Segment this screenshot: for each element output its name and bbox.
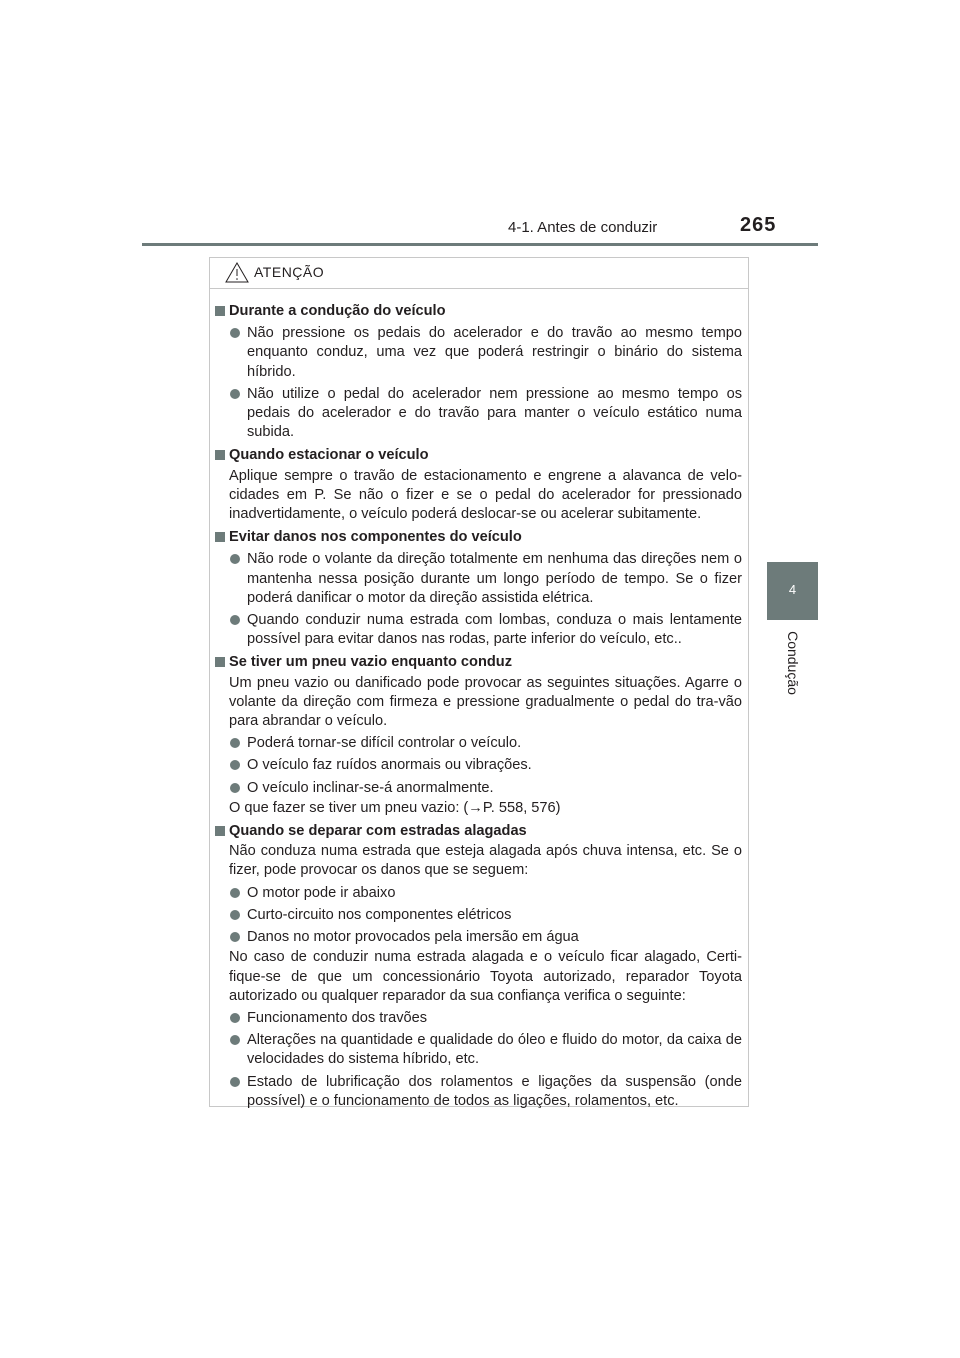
chapter-number: 4	[788, 582, 797, 597]
round-bullet-icon	[230, 783, 240, 793]
page-number: 265	[740, 214, 777, 236]
round-bullet-icon	[230, 554, 240, 564]
section-heading: Durante a condução do veículo	[214, 302, 742, 321]
warning-triangle-icon	[225, 262, 249, 283]
paragraph: No caso de conduzir numa estrada alagada e o veículo ficar alagado, Certi-fique-se de que um concessionário Toyota autorizado, reparador Toyota autorizado ou qualquer reparador da sua confiança verifica o seguinte:	[229, 949, 742, 1004]
warning-content	[210, 298, 748, 1111]
list-item: Não pressione os pedais do acelerador e do travão ao mesmo tempo enquanto conduz, uma vez que poderá restringir o binário do sistema híbrido.	[214, 324, 742, 382]
round-bullet-icon	[230, 888, 240, 898]
round-bullet-icon	[230, 910, 240, 920]
round-bullet-icon	[230, 1035, 240, 1045]
list-item: O motor pode ir abaixo	[214, 884, 742, 903]
list-item: Danos no motor provocados pela imersão em água	[214, 928, 742, 947]
round-bullet-icon	[230, 738, 240, 748]
section-heading: Quando estacionar o veículo	[214, 446, 742, 465]
chapter-tab	[767, 562, 818, 620]
list-item: Funcionamento dos travões	[214, 1009, 742, 1028]
round-bullet-icon	[230, 389, 240, 399]
paragraph: Um pneu vazio ou danificado pode provocar as seguintes situações. Agarre o volante da direção com firmeza e pressione gradualmente o pedal do tra-vão para abrandar o veículo.	[229, 674, 742, 730]
section-heading: Se tiver um pneu vazio enquanto conduz	[214, 653, 742, 672]
list-item: Estado de lubrificação dos rolamentos e ligações da suspensão (onde possível) e o funcionamento de todos as ligações, rolamentos, etc.	[214, 1073, 742, 1111]
square-bullet-icon	[215, 306, 225, 316]
warning-title: ATENÇÃO	[254, 264, 325, 280]
page-reference: O que fazer se tiver um pneu vazio: (→P. 558, 576)	[229, 799, 561, 816]
round-bullet-icon	[230, 932, 240, 942]
list-item: Curto-circuito nos componentes elétricos	[214, 906, 742, 925]
header-rule	[142, 243, 818, 246]
list-item: O veículo faz ruídos anormais ou vibrações.	[214, 756, 742, 775]
chapter-title: Condução	[785, 631, 801, 695]
list-item: Quando conduzir numa estrada com lombas, conduza o mais lentamente possível para evitar danos nas rodas, parte inferior do veículo, etc..	[214, 611, 742, 649]
list-item: Poderá tornar-se difícil controlar o veículo.	[214, 734, 742, 753]
running-header-section: 4-1. Antes de conduzir	[508, 219, 658, 236]
list-item: Não rode o volante da direção totalmente em nenhuma das direções nem o mantenha nessa posição durante um longo período de tempo. Se o fizer poderá danificar o motor da direção assistida elétrica.	[214, 550, 742, 608]
square-bullet-icon	[215, 532, 225, 542]
round-bullet-icon	[230, 1013, 240, 1023]
square-bullet-icon	[215, 826, 225, 836]
section-heading: Evitar danos nos componentes do veículo	[214, 528, 742, 547]
section-heading: Quando se deparar com estradas alagadas	[214, 822, 742, 841]
square-bullet-icon	[215, 657, 225, 667]
list-item: Não utilize o pedal do acelerador nem pressione ao mesmo tempo os pedais do acelerador e do travão para manter o veículo estático numa subida.	[214, 385, 742, 443]
list-item: Alterações na quantidade e qualidade do óleo e fluido do motor, da caixa de velocidades do sistema híbrido, etc.	[214, 1031, 742, 1069]
round-bullet-icon	[230, 760, 240, 770]
list-item: O veículo inclinar-se-á anormalmente.	[214, 779, 742, 798]
round-bullet-icon	[230, 1077, 240, 1087]
paragraph: Aplique sempre o travão de estacionamento e engrene a alavanca de velo-cidades em P. Se não o fizer e se o pedal do acelerador for pressionado inadvertidamente, o veículo poderá deslocar-se ou acelerar subitamente.	[229, 467, 742, 523]
warning-box	[209, 257, 749, 1107]
round-bullet-icon	[230, 328, 240, 338]
round-bullet-icon	[230, 615, 240, 625]
paragraph: Não conduza numa estrada que esteja alagada após chuva intensa, etc. Se o fizer, pode provocar os danos que se seguem:	[229, 843, 742, 879]
square-bullet-icon	[215, 450, 225, 460]
warning-header	[210, 258, 748, 289]
